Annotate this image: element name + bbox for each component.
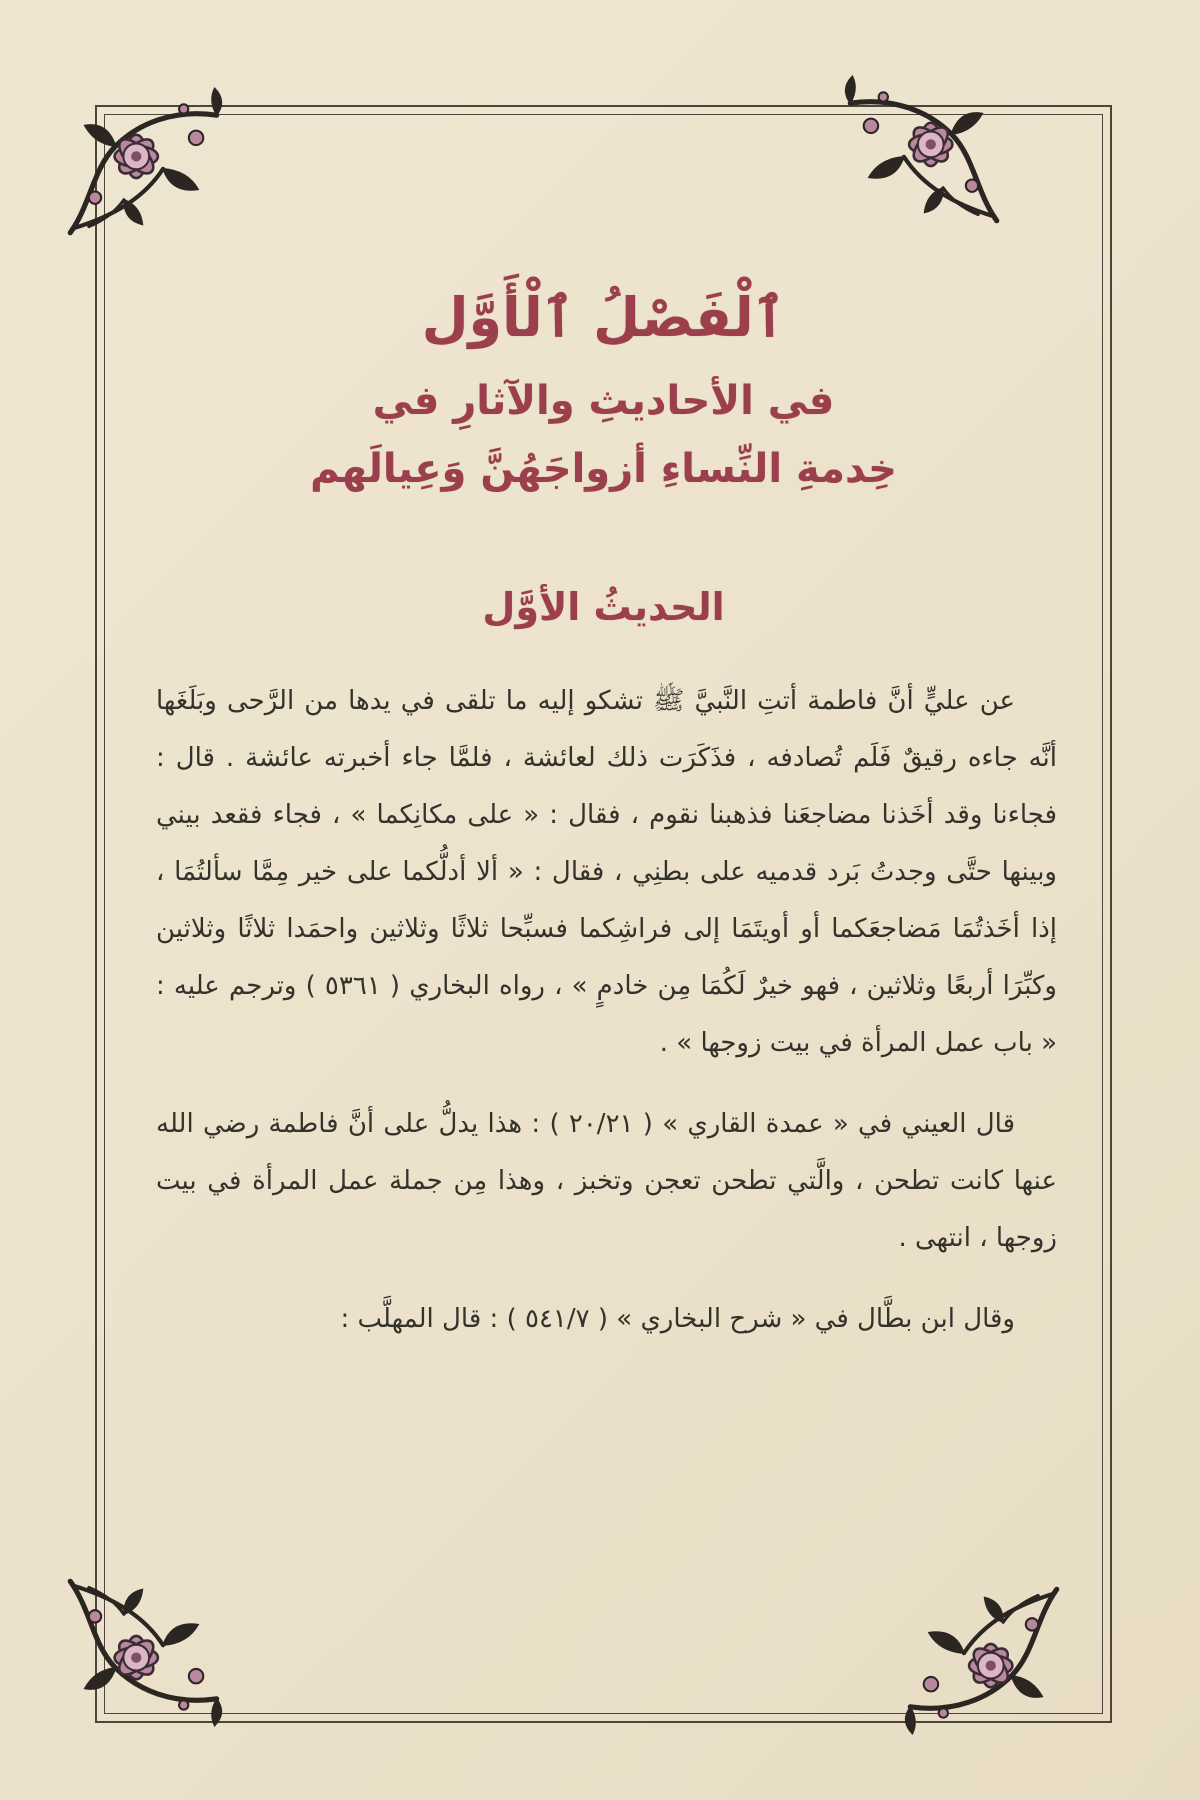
floral-corner-ornament-icon: [62, 1577, 227, 1732]
floral-corner-ornament-icon: [900, 1585, 1065, 1740]
floral-corner-ornament-icon: [62, 82, 227, 237]
hadith-section-heading: الحديثُ الأوَّل: [482, 585, 725, 629]
chapter-subtitle-line-2: خِدمةِ النِّساءِ أزواجَهُنَّ وَعِيالَهم: [310, 446, 897, 492]
page-content: [104, 114, 1103, 1714]
ibn-battal-commentary-paragraph: وقال ابن بطَّال في « شرح البخاري » ( ٥٤١/٧ ) : قال المهلَّب :: [340, 1304, 1015, 1334]
hadith-paragraph: عن عليٍّ أنَّ فاطمة أتتِ النَّبيَّ ﷺ تشكو إليه ما تلقى في يدها من الرَّحى وبَلَغَها أنَّه جاءه رقيقٌ فَلَم تُصادفه ، فذَكَرَت ذلك لعائشة ، فلمَّا جاء أخبرته عائشة . قال : فجاءنا وقد أخَذنا مضاجعَنا فذهبنا نقوم ، فقال : « على مكانِكما » ، فجاء فقعد بيني وبينها حتَّى وجدتُ بَرد قدميه على بطنِي ، فقال : « ألا أدلُّكما على خير مِمَّا سألتُمَا ، إذا أخَذتُمَا مَضاجعَكما أو أويتَمَا إلى فراشِكما فسبِّحا ثلاثًا وثلاثين واحمَدا ثلاثًا وثلاثين وكبِّرَا أربعًا وثلاثين ، فهو خيرٌ لَكُمَا مِن خادمٍ » ، رواه البخاري ( ٥٣٦١ ) وترجم عليه : « باب عمل المرأة في بيت زوجها » .: [156, 686, 1057, 1058]
chapter-subtitle-line-1: في الأحاديثِ والآثارِ في: [372, 378, 835, 424]
hadith-body-text: [104, 673, 1103, 1348]
chapter-title: ٱلْفَصْلُ ٱلْأَوَّل: [421, 286, 786, 349]
floral-corner-ornament-icon: [840, 70, 1005, 225]
ayni-commentary-paragraph: قال العيني في « عمدة القاري » ( ٢٠/٢١ ) : هذا يدلُّ على أنَّ فاطمة رضي الله عنها كانت تطحن ، والَّتي تطحن تعجن وتخبز ، وهذا مِن جملة عمل المرأة في بيت زوجها ، انتهى .: [156, 1109, 1057, 1253]
